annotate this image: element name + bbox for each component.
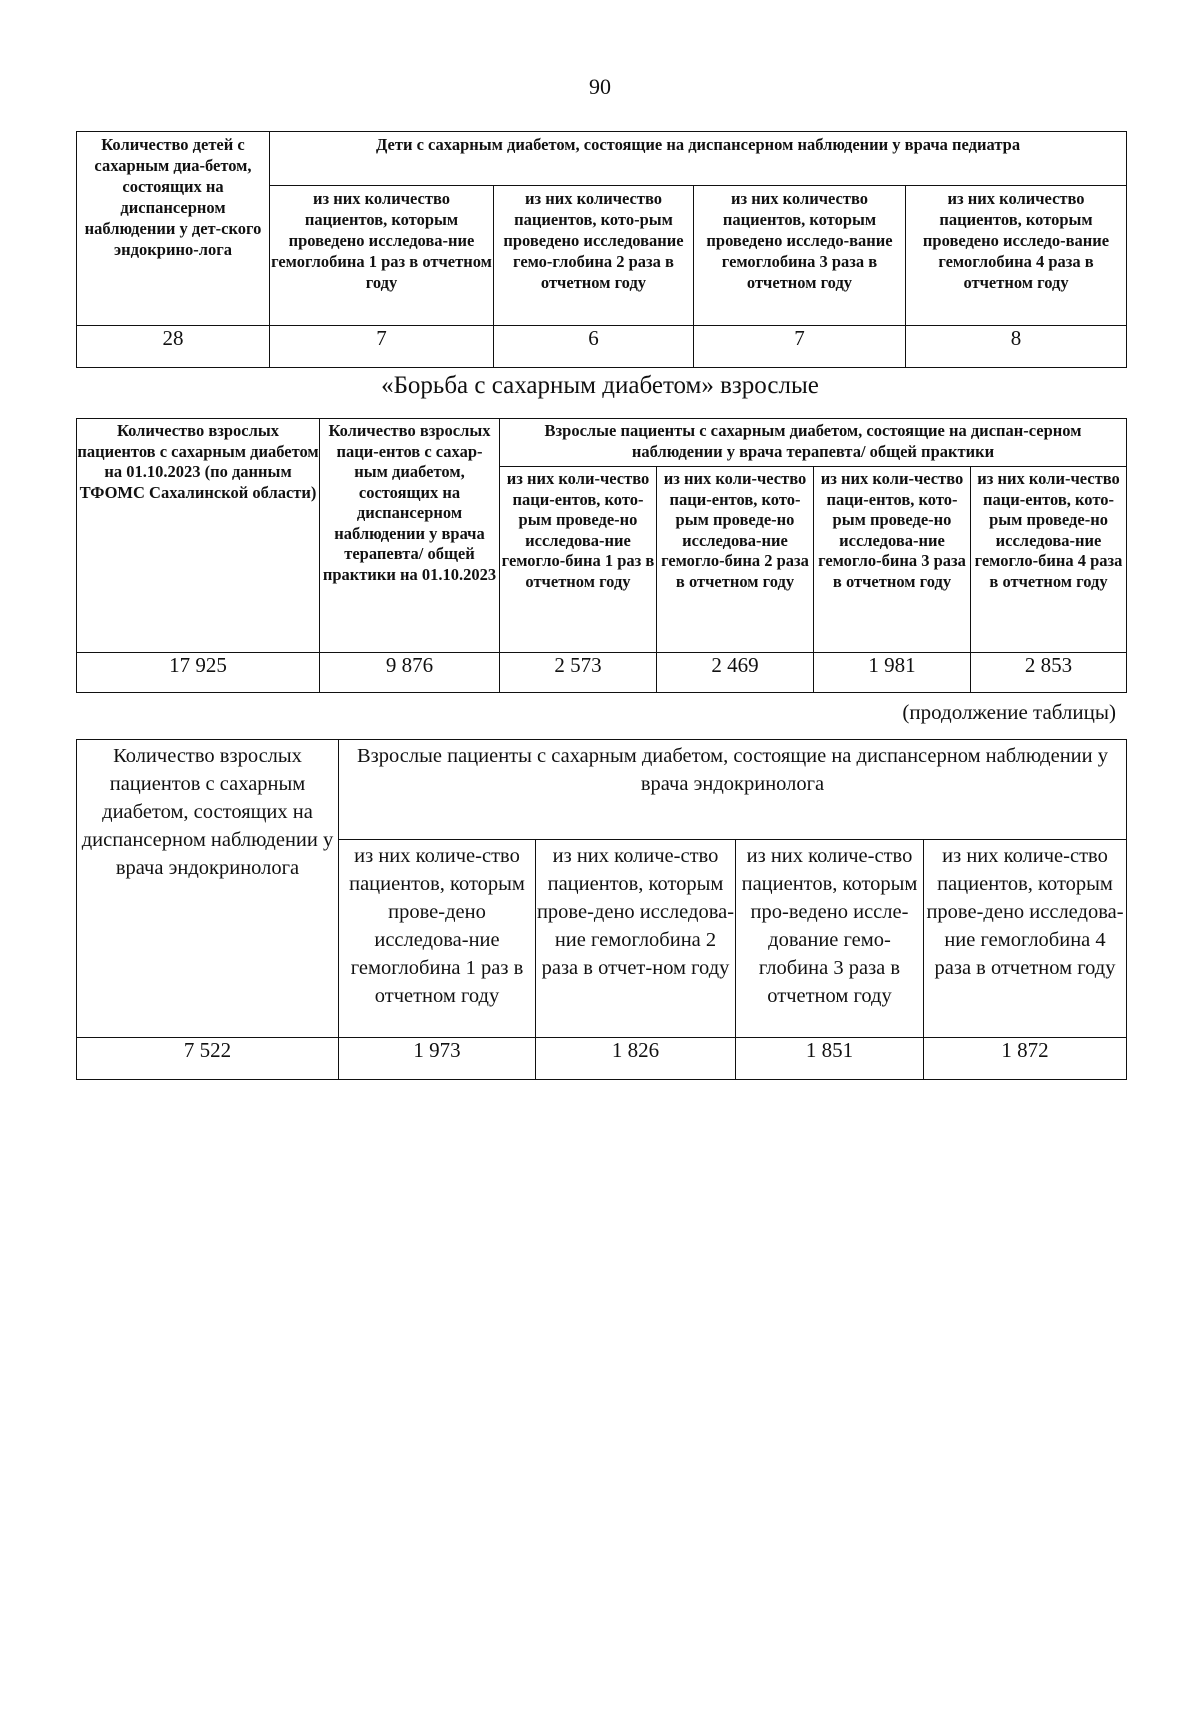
value-cell: 1 981 (814, 653, 971, 693)
children-diabetes-table (76, 131, 1127, 368)
value-cell: 1 973 (339, 1038, 536, 1080)
header-children-endocrinologist: Количество детей с сахарным диа-бетом, состоящих на диспансерном наблюдении у дет-ского эндокрино-лога (77, 132, 270, 326)
header-hemoglobin-1: из них количество пациентов, которым проведено исследова-ние гемоглобина 1 раз в отчетном году (270, 186, 494, 326)
header-hemoglobin-3: из них количество пациентов, которым проведено исследо-вание гемоглобина 3 раза в отчетном году (694, 186, 906, 326)
header-hemoglobin-3: из них количе-ство пациентов, которым про-ведено иссле-дование гемо-глобина 3 раза в отчетном году (736, 840, 924, 1038)
header-hemoglobin-4: из них количе-ство пациентов, которым прове-дено исследова-ние гемоглобина 4 раза в отчетном году (924, 840, 1127, 1038)
value-cell: 7 (270, 326, 494, 368)
value-cell: 7 522 (77, 1038, 339, 1080)
value-cell: 7 (694, 326, 906, 368)
value-cell: 28 (77, 326, 270, 368)
header-hemoglobin-3: из них коли-чество паци-ентов, кото-рым проведе-но исследова-ние гемогло-бина 3 раза в отчетном году (814, 467, 971, 653)
value-cell: 2 853 (971, 653, 1127, 693)
header-adults-therapist-count: Количество взрослых паци-ентов с сахар-ным диабетом, состоящих на диспансерном наблюдении у врача терапевта/ общей практики на 01.10.2023 (320, 419, 500, 653)
value-cell: 2 469 (657, 653, 814, 693)
value-cell: 2 573 (500, 653, 657, 693)
value-cell: 6 (494, 326, 694, 368)
header-hemoglobin-1: из них коли-чество паци-ентов, кото-рым проведе-но исследова-ние гемогло-бина 1 раз в отчетном году (500, 467, 657, 653)
section-title: «Борьба с сахарным диабетом» взрослые (381, 372, 819, 399)
header-hemoglobin-2: из них коли-чество паци-ентов, кото-рым проведе-но исследова-ние гемогло-бина 2 раза в отчетном году (657, 467, 814, 653)
value-cell: 9 876 (320, 653, 500, 693)
page-number: 90 (589, 74, 611, 99)
value-cell: 1 826 (536, 1038, 736, 1080)
value-cell: 1 872 (924, 1038, 1127, 1080)
header-hemoglobin-2: из них количе-ство пациентов, которым прове-дено исследова-ние гемоглобина 2 раза в отчет-ном году (536, 840, 736, 1038)
header-hemoglobin-4: из них количество пациентов, которым проведено исследо-вание гемоглобина 4 раза в отчетном году (906, 186, 1127, 326)
value-cell: 1 851 (736, 1038, 924, 1080)
adults-therapist-table (76, 418, 1127, 693)
header-hemoglobin-1: из них количе-ство пациентов, которым прове-дено исследова-ние гемоглобина 1 раз в отчетном году (339, 840, 536, 1038)
header-hemoglobin-2: из них количество пациентов, кото-рым проведено исследование гемо-глобина 2 раза в отчетном году (494, 186, 694, 326)
continuation-label: (продолжение таблицы) (902, 700, 1116, 724)
header-hemoglobin-4: из них коли-чество паци-ентов, кото-рым проведе-но исследова-ние гемогло-бина 4 раза в отчетном году (971, 467, 1127, 653)
adults-endocrinologist-table (76, 739, 1127, 1080)
header-children-pediatrician-group: Дети с сахарным диабетом, состоящие на диспансерном наблюдении у врача педиатра (270, 132, 1127, 186)
header-adults-endocrinologist-group: Взрослые пациенты с сахарным диабетом, состоящие на диспансерном наблюдении у врача эндокринолога (339, 740, 1127, 840)
header-adults-total: Количество взрослых пациентов с сахарным диабетом на 01.10.2023 (по данным ТФОМС Сахалинской области) (77, 419, 320, 653)
value-cell: 17 925 (77, 653, 320, 693)
header-adults-therapist-group: Взрослые пациенты с сахарным диабетом, состоящие на диспан-серном наблюдении у врача терапевта/ общей практики (500, 419, 1127, 467)
header-adults-endocrinologist-count: Количество взрослых пациентов с сахарным диабетом, состоящих на диспансерном наблюдении у врача эндокринолога (77, 740, 339, 1038)
value-cell: 8 (906, 326, 1127, 368)
